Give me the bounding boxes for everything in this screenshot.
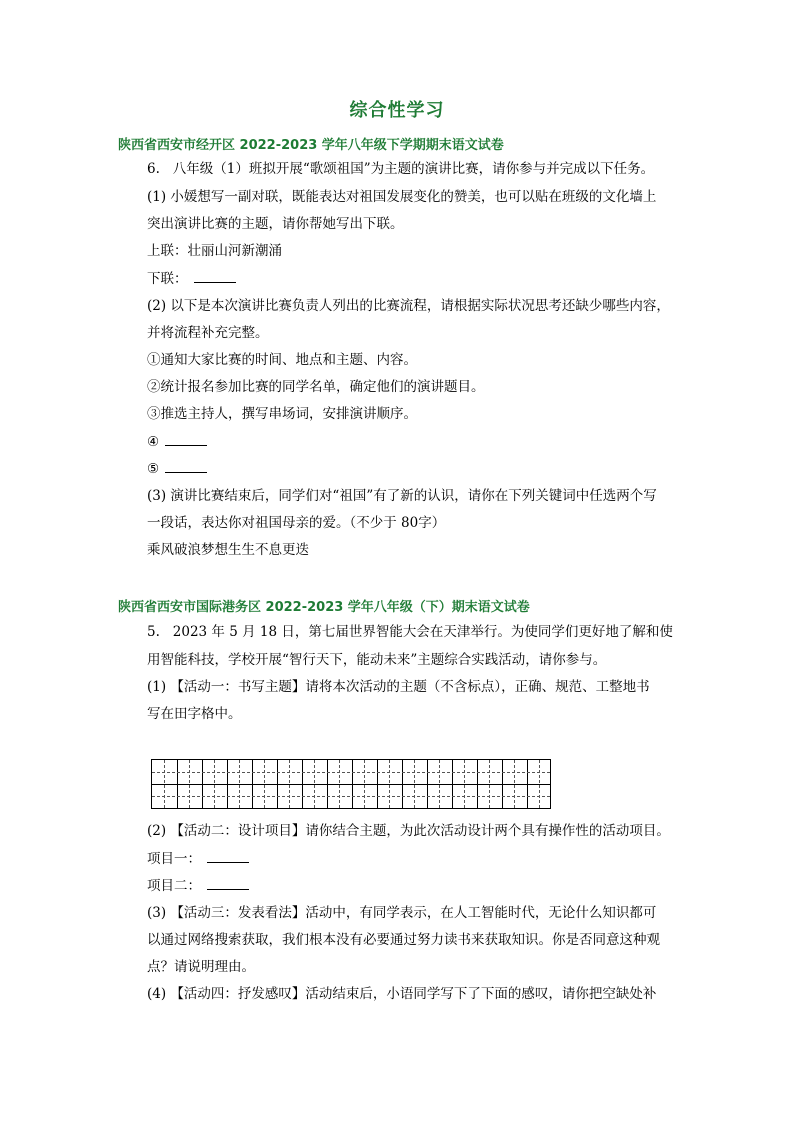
page-title: 综合性学习 (349, 100, 445, 121)
q6-part3-line1: (3) 演讲比赛结束后，同学们对“祖国”有了新的认识，请你在下列关键词中任选两个写 (147, 488, 657, 504)
answer-blank (207, 877, 249, 890)
q5-activity3-line1: (3) 【活动三：发表看法】活动中，有同学表示，在人工智能时代，无论什么知识都可 (147, 905, 657, 921)
q5-activity1-line1: (1) 【活动一：书写主题】请将本次活动的主题（不含标点），正确、规范、工整地书 (147, 679, 650, 695)
q6-step4 (147, 433, 207, 451)
q6-part1-line1: (1) 小媛想写一副对联，既能表达对祖国发展变化的赞美，也可以贴在班级的文化墙上 (147, 189, 657, 205)
q5-intro (147, 623, 673, 641)
q5-intro-text: 2023 年 5 月 18 日，第七届世界智能大会在天津举行。为使同学们更好地了解和使 (172, 624, 673, 640)
q5-activity3-line3: 点？请说明理由。 (147, 959, 255, 975)
q6-part2-line2: 并将流程补充完整。 (147, 325, 269, 341)
q5-activity2: (2) 【活动二：设计项目】请你结合主题，为此次活动设计两个具有操作性的活动项目。 (147, 823, 670, 839)
q6-step1: ①通知大家比赛的时间、地点和主题、内容。 (147, 352, 417, 368)
q6-upper-couplet: 上联：壮丽山河新潮涌 (147, 243, 282, 259)
answer-blank (194, 270, 236, 283)
answer-blank (207, 850, 249, 863)
q6-part1-line2: 突出演讲比赛的主题，请你帮她写出下联。 (147, 216, 404, 232)
q6-intro (147, 160, 654, 178)
q5-number: 5. (147, 624, 160, 640)
q5-project1 (147, 850, 249, 868)
q6-part3-line2: 一段话，表达你对祖国母亲的爱。（不少于 80字） (147, 515, 446, 531)
q6-step3: ③推选主持人，撰写串场词，安排演讲顺序。 (147, 406, 417, 422)
q5-intro-line2: 用智能科技，学校开展“智行天下，能动未来”主题综合实践活动，请你参与。 (147, 652, 607, 668)
tianzige-grid[interactable] (151, 759, 551, 809)
q6-step2: ②统计报名参加比赛的同学名单，确定他们的演讲题目。 (147, 379, 485, 395)
q5-project2-label: 项目二： (147, 878, 201, 894)
q5-activity4-line1: (4) 【活动四：抒发感叹】活动结束后，小语同学写下了下面的感叹，请你把空缺处补 (147, 986, 657, 1002)
q6-lower-couplet-label: 下联： (147, 271, 188, 287)
q6-intro-text: 八年级（1）班拟开展“歌颂祖国”为主题的演讲比赛，请你参与并完成以下任务。 (172, 161, 655, 177)
q6-lower-couplet (147, 270, 236, 288)
q6-part2-line1: (2) 以下是本次演讲比赛负责人列出的比赛流程，请根据实际状况思考还缺少哪些内容， (147, 298, 670, 314)
answer-blank (165, 433, 207, 446)
q6-number: 6. (147, 161, 160, 177)
q6-keywords: 乘风破浪梦想生生不息更迭 (147, 542, 309, 558)
section-2-source: 陕西省西安市国际港务区 2022-2023 学年八年级（下）期末语文试卷 (118, 600, 530, 615)
q5-project2 (147, 877, 249, 895)
q5-project1-label: 项目一： (147, 851, 201, 867)
q6-step4-label: ④ (147, 434, 160, 450)
answer-blank (165, 460, 207, 473)
q6-step5-label: ⑤ (147, 461, 160, 477)
q5-activity1-line2: 写在田字格中。 (147, 706, 242, 722)
section-1-source: 陕西省西安市经开区 2022-2023 学年八年级下学期期末语文试卷 (118, 138, 504, 153)
q5-activity3-line2: 以通过网络搜索获取，我们根本没有必要通过努力读书来获取知识。你是否同意这种观 (147, 932, 660, 948)
q6-step5 (147, 460, 207, 478)
